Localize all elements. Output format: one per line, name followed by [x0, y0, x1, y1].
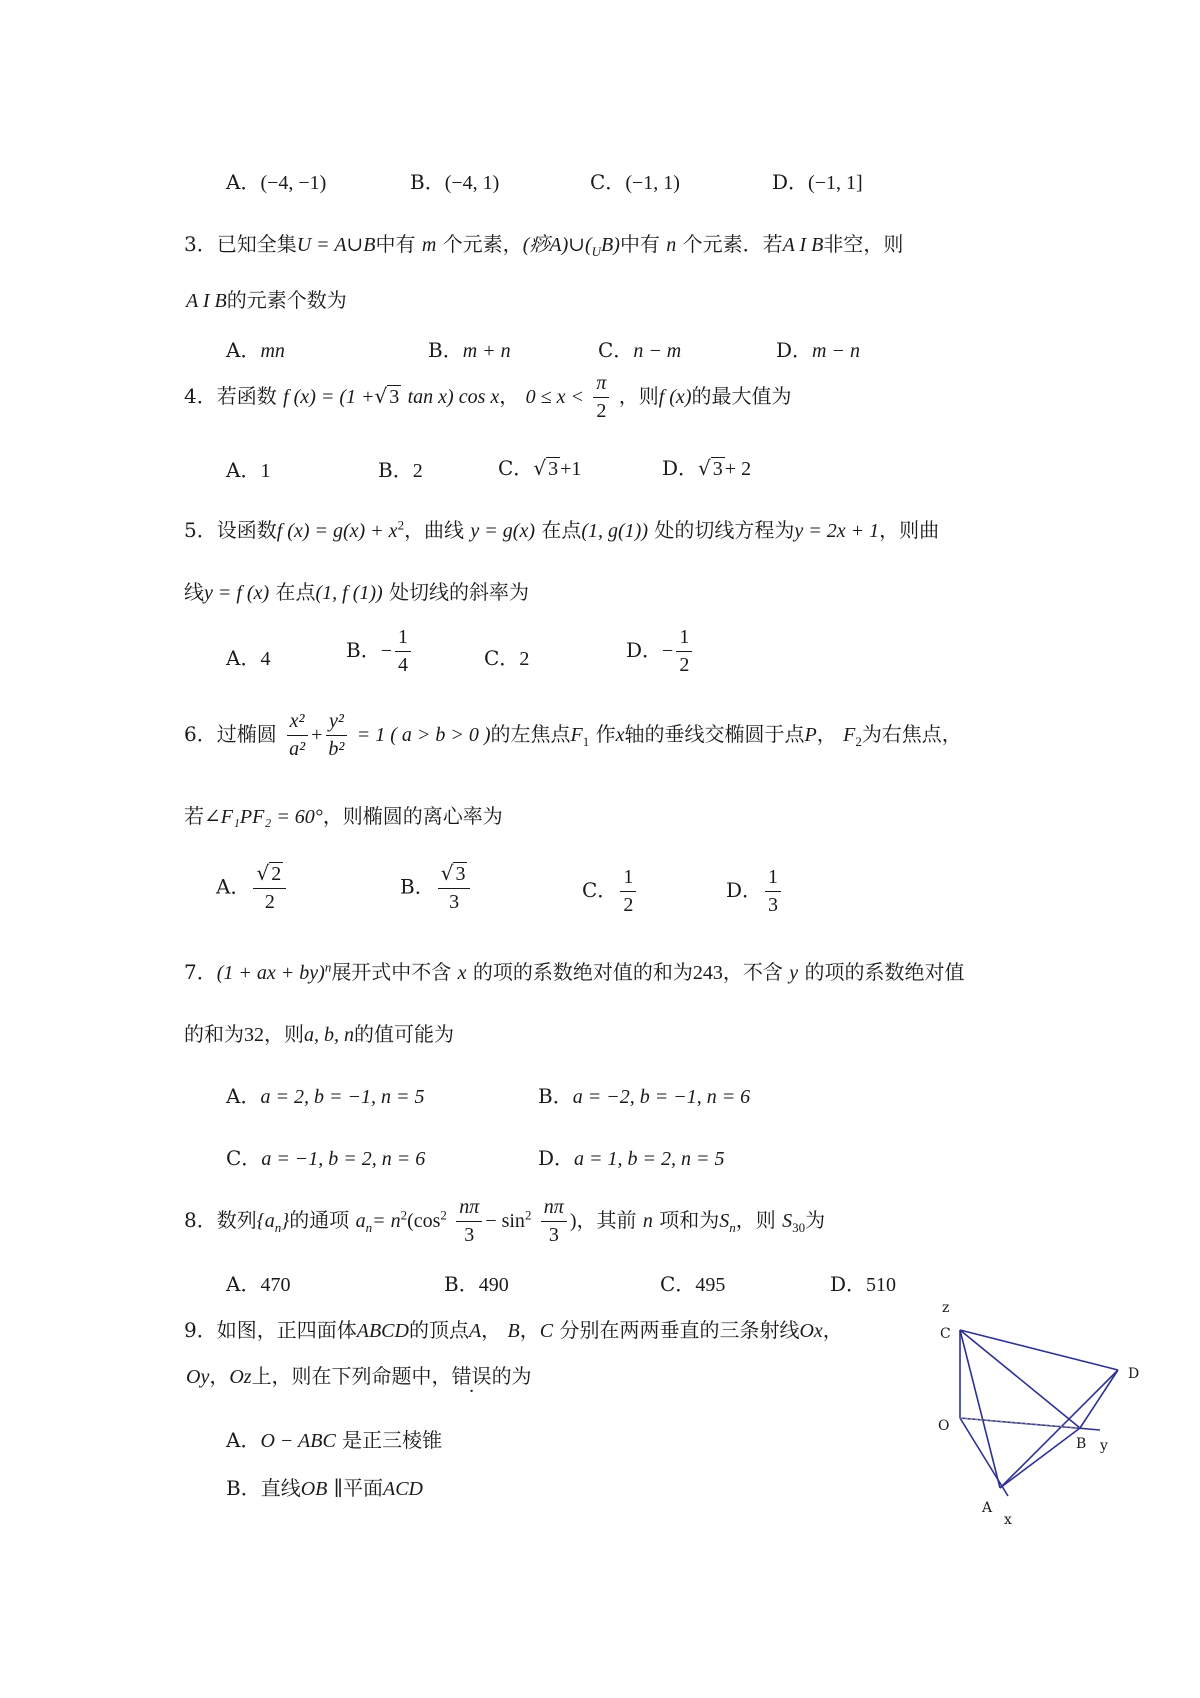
- label-z: z: [942, 1300, 950, 1316]
- q5-option-c: C．2: [484, 646, 530, 670]
- label-a: A: [982, 1500, 993, 1516]
- q7-option-a: A．a = 2, b = −1, n = 5: [226, 1084, 425, 1108]
- label-o: O: [938, 1418, 950, 1434]
- q5-stem-line1: 5．设函数f $(x) = g(x) + x^2$，曲线 y = g(x) 在点(1, g(1)) 处的切线方程为y = 2x + 1，则曲: [184, 517, 940, 542]
- q3-stem-line2: A I B的元素个数为: [186, 288, 347, 312]
- q5-stem-line2: 线y = f (x) 在点(1, f (1)) 处切线的斜率为: [184, 580, 530, 604]
- q3-option-c: C．n − m: [598, 338, 682, 362]
- q2-option-d: D．(−1, 1]: [772, 170, 863, 194]
- axis-ox: [960, 1418, 1008, 1496]
- label-x: x: [1004, 1512, 1012, 1528]
- figure-edges: [960, 1330, 1118, 1496]
- q7-option-b: B．a = −2, b = −1, n = 6: [538, 1084, 751, 1108]
- q4-stem: 4．若函数 f (x) = (1 +√ 3 tan x) cos x， 0 ≤ x < $\frac{\pi}{2}$ ，则f (x)的最大值为: [184, 372, 792, 422]
- q2-option-c: C．(−1, 1): [590, 170, 680, 194]
- q3-option-a: A．mn: [226, 338, 285, 362]
- q4-pi-over-2: $\frac{\pi}{2}$: [593, 372, 609, 423]
- q8-option-c: C．495: [660, 1272, 726, 1296]
- q8-option-d: D．510: [830, 1272, 897, 1296]
- q7-option-c: C．a = −1, b = 2, n = 6: [226, 1146, 426, 1170]
- q6-stem-line1: 6．过椭圆 $\frac{\text{x²}}{\text{a²}}$ + $\frac{\text{y²}}{\text{b²}}$ = 1 ( a > b > 0 )的左焦点$F_1$ 作x轴的垂线交椭圆于点P， $F_2$为右焦点，: [184, 710, 962, 760]
- q3-option-d: D．m − n: [776, 338, 860, 362]
- q9-option-a: A．O − ABC 是正三棱锥: [226, 1428, 443, 1452]
- q7-stem-line2: 的和为32，则a, b, n的值可能为: [184, 1022, 454, 1046]
- edge-ad: [1000, 1370, 1118, 1488]
- q8-stem: 8．数列$\{a_n\}$的通项 $a_n= n^2(\cos^2$ $\frac{n\pi}{3}$ − $\sin^2$ $\frac{n\pi}{3}$ )，其前 n 项和为$S_n$，则 $S_{30}$为: [184, 1196, 826, 1246]
- edge-ab: [1000, 1428, 1080, 1488]
- q7-stem-line1: 7．(1 + ax + by)$^n$展开式中不含 x 的项的系数绝对值的和为243，不含 y 的项的系数绝对值: [184, 959, 965, 984]
- q4-option-b: B．2: [378, 458, 423, 482]
- q4-option-c: C．√ 3 +1: [498, 456, 582, 480]
- q4-option-a: A．1: [226, 458, 271, 482]
- q7-option-d: D．a = 1, b = 2, n = 5: [538, 1146, 725, 1170]
- q3-stem-line1: 3．已知全集U = A∪B中有 m 个元素，(痧$A)\cup(_UB)$中有 n 个元素．若A I B非空，则: [184, 232, 904, 259]
- q9-stem-line1: 9．如图，正四面体ABCD的顶点A， B，C 分别在两两垂直的三条射线Ox，: [184, 1318, 843, 1342]
- q6-option-c: C． $\frac{1}{2}$: [582, 866, 639, 917]
- tetrahedron-figure: [930, 1290, 1150, 1530]
- q9-option-b: B．直线OB ∥平面ACD: [226, 1476, 423, 1500]
- q8-option-a: A．470: [226, 1272, 291, 1296]
- q6-option-a: A． $\frac{√ 2}{2}$: [216, 862, 289, 914]
- q2-option-a: A．(−4, −1): [226, 170, 327, 194]
- q8-option-b: B．490: [444, 1272, 509, 1296]
- emphasis-word: 错误: [451, 1364, 492, 1388]
- edge-ca: [960, 1330, 1000, 1488]
- figure-labels: [938, 1300, 1139, 1528]
- q9-stem-line2: Oy，Oz上，则在下列命题中，错误的为: [186, 1364, 532, 1388]
- q3-option-b: B．m + n: [428, 338, 511, 362]
- label-b: B: [1076, 1436, 1087, 1452]
- edge-bd: [1080, 1370, 1118, 1428]
- q2-option-b: B．(−4, 1): [410, 170, 500, 194]
- q5-option-a: A．4: [226, 646, 271, 670]
- q6-stem-line2: 若∠F₁PF₂ = 60°，则椭圆的离心率为: [184, 804, 503, 828]
- label-d: D: [1128, 1366, 1140, 1382]
- q6-option-b: B． $\frac{√ 3}{3}$: [400, 862, 473, 914]
- q6-option-d: D． $\frac{1}{3}$: [726, 866, 784, 917]
- q5-option-d: D．− $\frac{1}{2}$: [626, 626, 695, 677]
- label-c: C: [940, 1326, 951, 1342]
- q4-option-d: D．√ 3 + 2: [662, 456, 752, 480]
- q5-option-b: B．− $\frac{1}{4}$: [346, 626, 414, 677]
- label-y: y: [1100, 1438, 1108, 1454]
